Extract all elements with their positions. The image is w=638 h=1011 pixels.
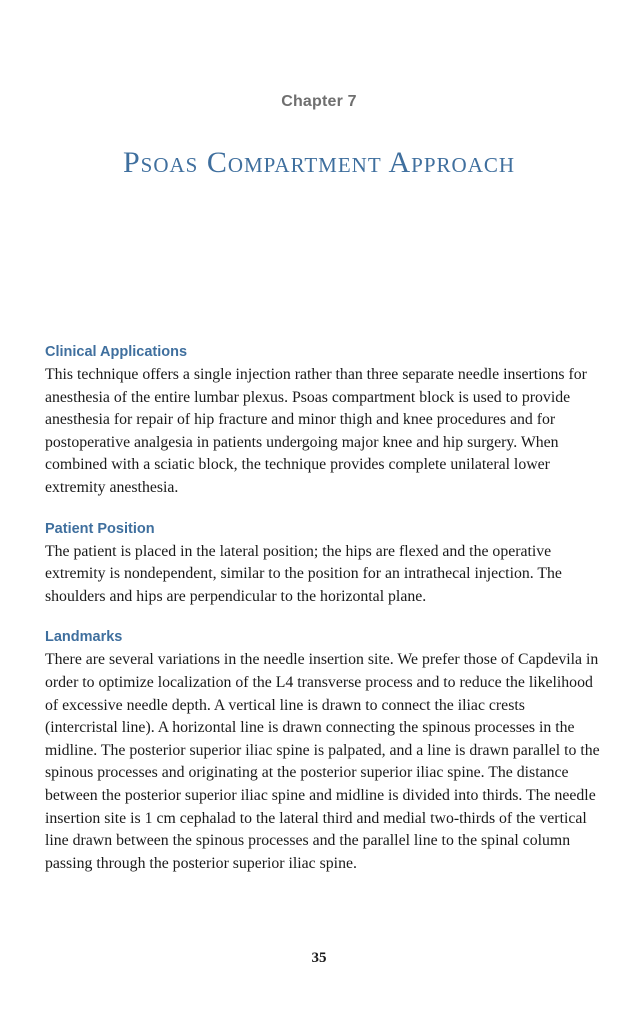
section-body: The patient is placed in the lateral position; the hips are flexed and the operative extremity is nondependent, similar to the position for an intrathecal injection. The shoulders and hips are perpendicular to the horizontal plane. [45, 542, 562, 605]
chapter-label: Chapter 7 [281, 93, 357, 110]
section-heading: Patient Position [45, 520, 155, 537]
section-heading: Landmarks [45, 629, 123, 646]
section-landmarks [45, 627, 601, 875]
section-body: There are several variations in the needle insertion site. We prefer those of Capdevila in order to optimize localization of the L4 transverse process and to reduce the likelihood of excessive needle depth. A vertical line is drawn to connect the iliac crests (intercristal line). A horizontal line is drawn connecting the spinous processes in the midline. The posterior superior iliac spine is palpated, and a line is drawn parallel to the spinous processes and originating at the posterior superior iliac spine. The distance between the posterior superior iliac spine and midline is divided into thirds. The needle insertion site is 1 cm cephalad to the lateral third and medial two-thirds of the vertical line drawn between the spinous processes and the parallel line to the spinal column passing through the posterior superior iliac spine. [45, 651, 600, 872]
section-patient-position [45, 519, 601, 609]
section-heading: Clinical Applications [45, 344, 188, 360]
chapter-content [45, 342, 601, 894]
page-number: 35 [311, 950, 327, 966]
section-body: This technique offers a single injection rather than three separate needle insertions for anesthesia of the entire lumbar plexus. Psoas compartment block is used to provide anesthesia for repair of hip fracture and minor thigh and knee procedures and for postoperative analgesia in patients undergoing major knee and hip surgery. When combined with a sciatic block, the technique provides complete unilateral lower extremity anesthesia. [45, 366, 587, 496]
section-clinical-applications [45, 342, 601, 500]
chapter-title: Psoas Compartment Approach [122, 146, 516, 179]
